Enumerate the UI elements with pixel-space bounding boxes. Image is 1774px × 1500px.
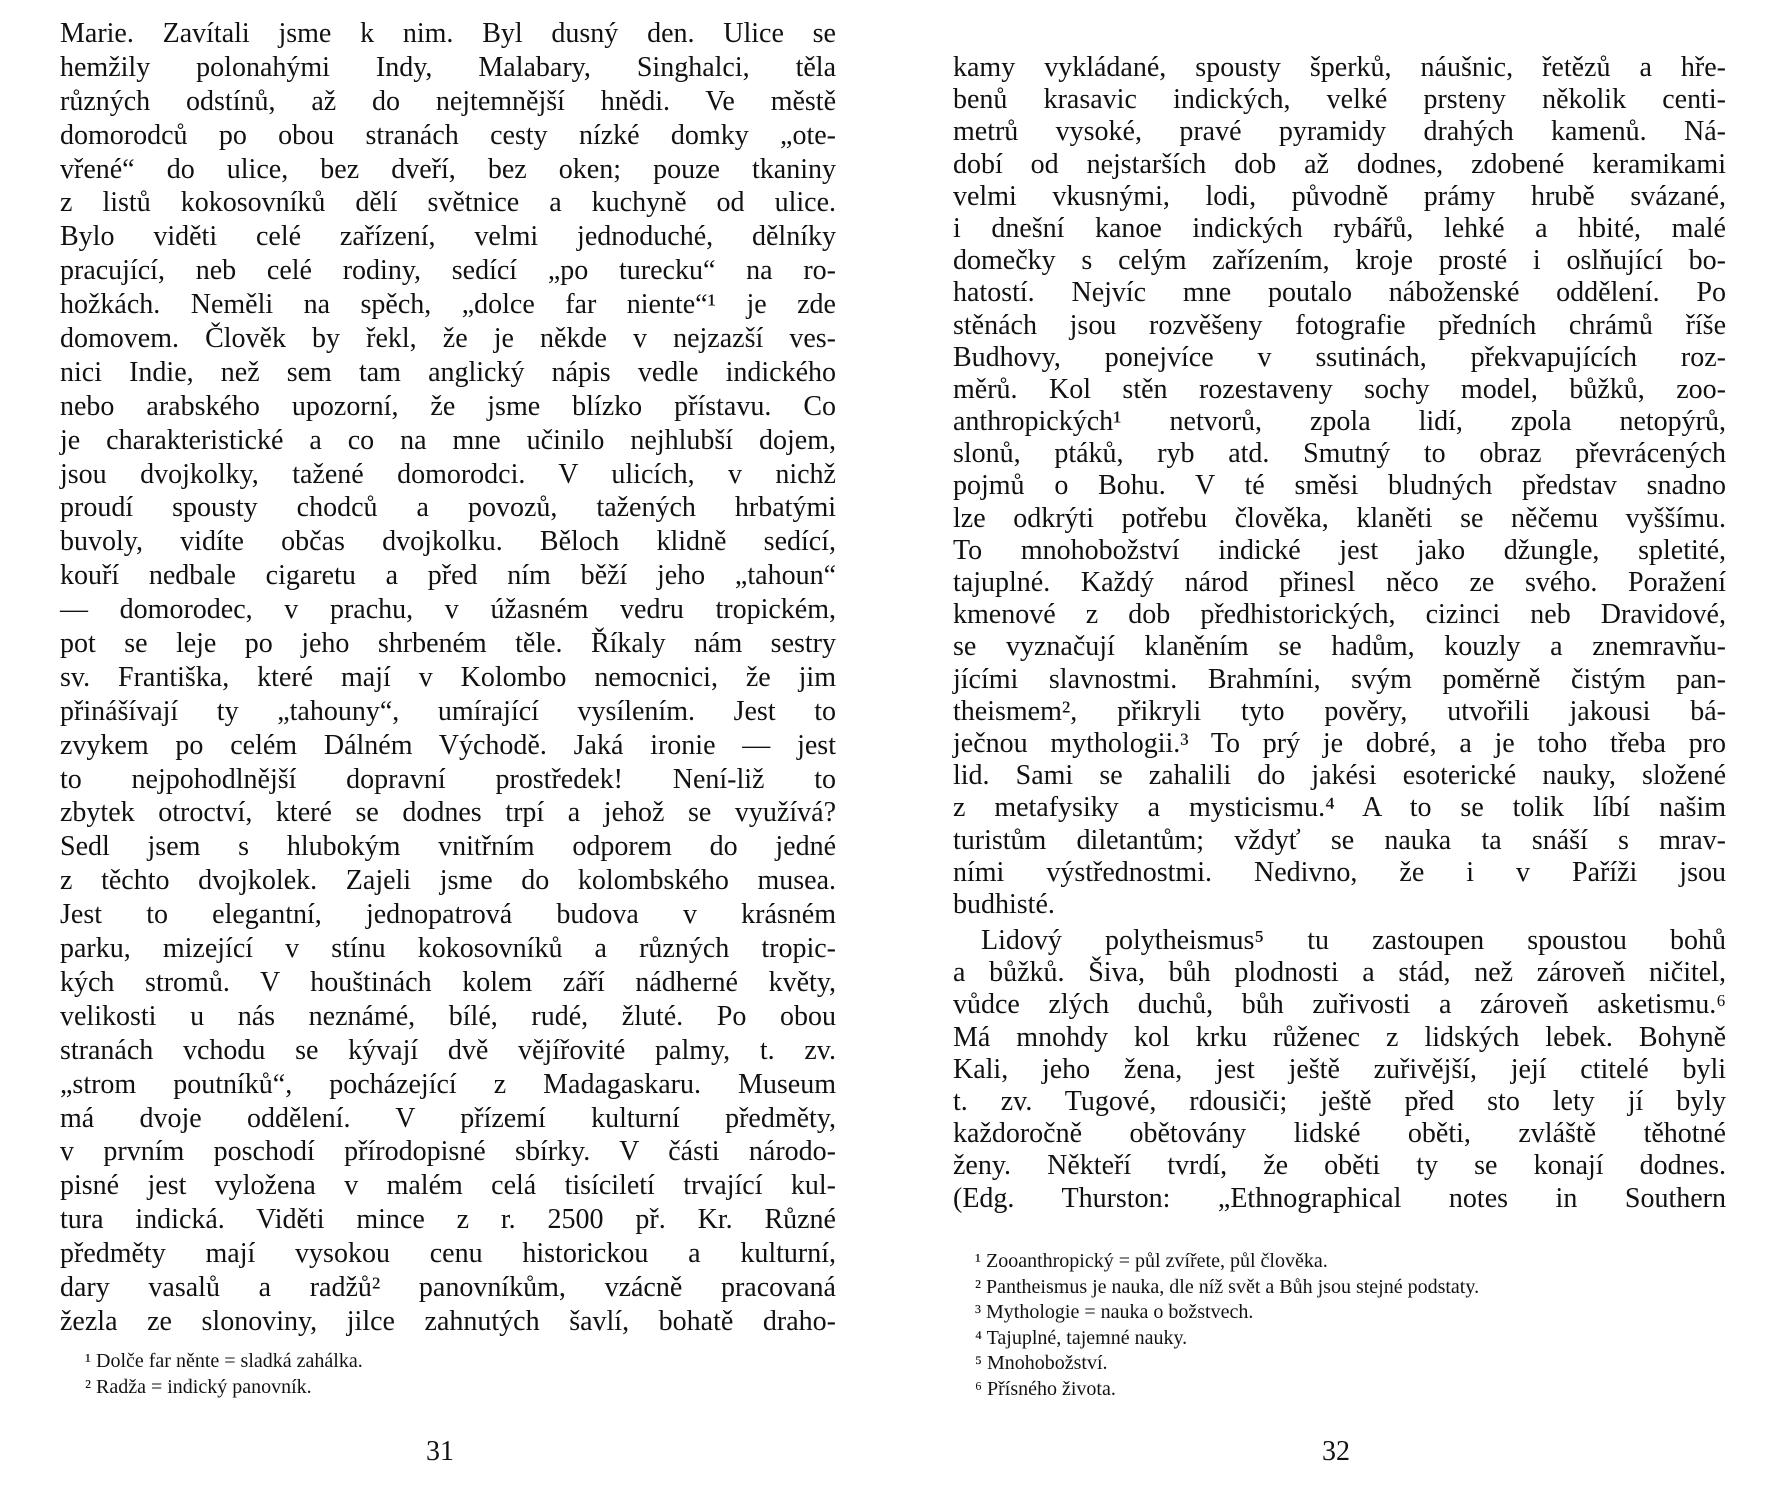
text-line: Budhovy, ponejvíce v ssutinách, překvapujících roz- [953, 341, 1726, 373]
footnote: ² Pantheismus je nauka, dle níž svět a Bůh jsou stejné podstaty. [975, 1275, 1480, 1298]
text-line: kouří nedbale cigaretu a před ním běží jeho „tahoun“ [60, 560, 836, 592]
text-line: kmenové z dob předhistorických, cizinci neb Dravidové, [953, 599, 1726, 631]
text-line: pracující, neb celé rodiny, sedící „po turecku“ na ro- [60, 255, 836, 287]
text-line: pisné jest vyložena v malém celá tisíciletí trvající kul- [60, 1170, 836, 1202]
text-line: „strom poutníků“, pocházející z Madagaskaru. Museum [60, 1068, 836, 1100]
text-line: ženy. Někteří tvrdí, že oběti ty se konají dodnes. [953, 1150, 1726, 1182]
text-line: to nejpohodlnější dopravní prostředek! Není-liž to [60, 763, 836, 795]
footnote: ⁴ Tajuplné, tajemné nauky. [975, 1326, 1188, 1349]
text-line: zvykem po celém Dálném Východě. Jaká ironie — jest [60, 729, 836, 761]
text-line: domečky s celým zařízením, kroje prosté i oslňující bo- [953, 245, 1726, 277]
text-line: tura indická. Viděti mince z r. 2500 př. Kr. Různé [60, 1204, 836, 1236]
text-line: Jest to elegantní, jednopatrová budova v krásném [60, 899, 836, 931]
text-line: jsou dvojkolky, tažené domorodci. V ulicích, v nichž [60, 458, 836, 490]
text-line: nebo arabského upozorní, že jsme blízko přístavu. Co [60, 390, 836, 422]
text-line: (Edg. Thurston: „Ethnographical notes in Southern [953, 1182, 1726, 1214]
text-line: kamy vykládané, spousty šperků, náušnic, řetězů a hře- [953, 52, 1726, 83]
text-line: žezla ze slonoviny, jilce zahnutých šavlí, bohatě draho- [60, 1305, 836, 1337]
text-line: parku, mizející v stínu kokosovníků a různých tropic- [60, 933, 836, 965]
left-page-body [60, 17, 836, 1339]
text-line: stranách vchodu se kývají dvě vějířovité palmy, t. zv. [60, 1034, 836, 1066]
text-line: vůdce zlých duchů, bůh zuřivosti a zároveň asketismu.⁶ [953, 989, 1726, 1021]
footnote: ¹ Dolče far něnte = sladká zahálka. [85, 1350, 363, 1372]
text-line: To mnohobožství indické jest jako džungle, spletité, [953, 534, 1726, 566]
text-line: ječnou mythologii.³ To prý je dobré, a je toho třeba pro [953, 727, 1726, 759]
text-line: se vyznačují klaněním se hadům, kouzly a znemravňu- [953, 631, 1726, 663]
text-line: hožkách. Neměli na spěch, „dolce far niente“¹ je zde [60, 289, 836, 321]
text-line: velmi vkusnými, lodi, původně prámy hrubě svázané, [953, 180, 1726, 212]
text-line: buvoly, vidíte občas dvojkolku. Běloch klidně sedící, [60, 526, 836, 558]
footnote: ² Radža = indický panovník. [85, 1375, 312, 1398]
text-line: Bylo viděti celé zařízení, velmi jednoduché, dělníky [60, 221, 836, 253]
footnote: ⁶ Přísného života. [975, 1377, 1116, 1400]
text-line: velikosti u nás neznámé, bílé, rudé, žluté. Po obou [60, 1000, 836, 1032]
text-line: Marie. Zavítali jsme k nim. Byl dusný den. Ulice se [60, 18, 836, 49]
text-line: každoročně obětovány lidské oběti, zvláště těhotné [953, 1118, 1726, 1150]
footnote: ³ Mythologie = nauka o božstvech. [975, 1301, 1254, 1323]
text-line: Má mnohdy kol krku růženec z lidských lebek. Bohyně [953, 1021, 1726, 1053]
text-line: různých odstínů, až do nejtemnější hnědi. Ve městě [60, 85, 836, 117]
right-page-footnotes [975, 1249, 1479, 1402]
text-line: Sedl jsem s hlubokým vnitřním odporem do jedné [60, 831, 836, 863]
text-line: tajuplné. Každý národ přinesl něco ze svého. Poražení [953, 567, 1726, 598]
text-line: má dvoje oddělení. V přízemí kulturní předměty, [60, 1102, 836, 1134]
text-line: domorodců po obou stranách cesty nízké domky „ote- [60, 119, 836, 151]
text-line: dobí od nejstarších dob až dodnes, zdobené keramikami [953, 148, 1726, 180]
text-line: jícími slavnostmi. Brahmíni, svým poměrně čistým pan- [953, 663, 1726, 695]
right-page-paragraph-2 [953, 925, 1726, 1215]
text-line: hatostí. Nejvíc mne poutalo náboženské oddělení. Po [953, 277, 1726, 309]
text-line: lze odkrýti potřebu člověka, klaněti se něčemu vyššímu. [953, 502, 1726, 534]
text-line: pojmů o Bohu. V té směsi bludných představ snadno [953, 470, 1726, 502]
text-line: i dnešní kanoe indických rybářů, lehké a hbité, malé [953, 212, 1726, 244]
page-number-left: 31 [426, 1436, 454, 1467]
page-number-right: 32 [1322, 1436, 1350, 1467]
text-line: zbytek otroctví, které se dodnes trpí a jehož se využívá? [60, 797, 836, 829]
text-line: sv. Františka, které mají v Kolombo nemocnici, že jim [60, 661, 836, 693]
text-line: metrů vysoké, pravé pyramidy drahých kamenů. Ná- [953, 116, 1726, 148]
text-line: předměty mají vysokou cenu historickou a kulturní, [60, 1238, 836, 1270]
text-line: přinášívají ty „tahouny“, umírající vysílením. Jest to [60, 695, 836, 727]
text-line: z listů kokosovníků dělí světnice a kuchyně od ulice. [60, 187, 836, 219]
text-line: z těchto dvojkolek. Zajeli jsme do kolombského musea. [60, 865, 836, 897]
text-line: proudí spousty chodců a povozů, tažených hrbatými [60, 492, 836, 524]
footnote: ¹ Zooanthropický = půl zvířete, půl člověka. [975, 1250, 1328, 1272]
text-line: hemžily polonahými Indy, Malabary, Singhalci, těla [60, 51, 836, 83]
text-line: anthropických¹ netvorů, zpola lidí, zpola netopýrů, [953, 406, 1726, 438]
right-page-paragraph-1 [953, 52, 1726, 921]
text-line: t. zv. Tugové, rdousiči; ještě před sto lety jí byly [953, 1085, 1726, 1117]
text-line: Kali, jeho žena, jest ještě zuřivější, její ctitelé byli [953, 1053, 1726, 1085]
text-line: domovem. Člověk by řekl, že je někde v nejzazší ves- [60, 323, 836, 355]
text-line: měrů. Kol stěn rozestaveny sochy model, bůžků, zoo- [953, 373, 1726, 405]
text-line: ními výstřednostmi. Nedivno, že i v Paříži jsou [953, 856, 1726, 888]
text-line: slonů, ptáků, ryb atd. Smutný to obraz převrácených [953, 438, 1726, 470]
text-line: — domorodec, v prachu, v úžasném vedru tropickém, [60, 594, 836, 626]
text-line: lid. Sami se zahalili do jakési esoterické nauky, složené [953, 760, 1726, 792]
text-line: je charakteristické a co na mne učinilo nejhlubší dojem, [60, 424, 836, 456]
footnote: ⁵ Mnohobožství. [975, 1352, 1108, 1374]
text-line: budhisté. [953, 888, 1055, 920]
text-line: turistům diletantům; vždyť se nauka ta snáší s mrav- [953, 824, 1726, 856]
text-line: z metafysiky a mysticismu.⁴ A to se tolik líbí našim [953, 792, 1726, 824]
left-page-footnotes [85, 1349, 363, 1400]
text-line: stěnách jsou rozvěšeny fotografie předních chrámů říše [953, 309, 1726, 341]
text-line: kých stromů. V houštinách kolem září nádherné květy, [60, 966, 836, 998]
text-line: vřené“ do ulice, bez dveří, bez oken; pouze tkaniny [60, 153, 836, 185]
text-line: nici Indie, než sem tam anglický nápis vedle indického [60, 356, 836, 388]
text-line: Lidový polytheismus⁵ tu zastoupen spoustou bohů [981, 925, 1726, 956]
text-line: a bůžků. Šiva, bůh plodnosti a stád, než zároveň ničitel, [953, 957, 1726, 989]
text-line: dary vasalů a radžů² panovníkům, vzácně pracovaná [60, 1271, 836, 1303]
text-line: v prvním poschodí přírodopisné sbírky. V části národo- [60, 1136, 836, 1168]
text-line: pot se leje po jeho shrbeném těle. Říkaly nám sestry [60, 628, 836, 660]
text-line: theismem², přikryli tyto pověry, utvořili jakousi bá- [953, 695, 1726, 727]
text-line: benů krasavic indických, velké prsteny několik centi- [953, 84, 1726, 116]
